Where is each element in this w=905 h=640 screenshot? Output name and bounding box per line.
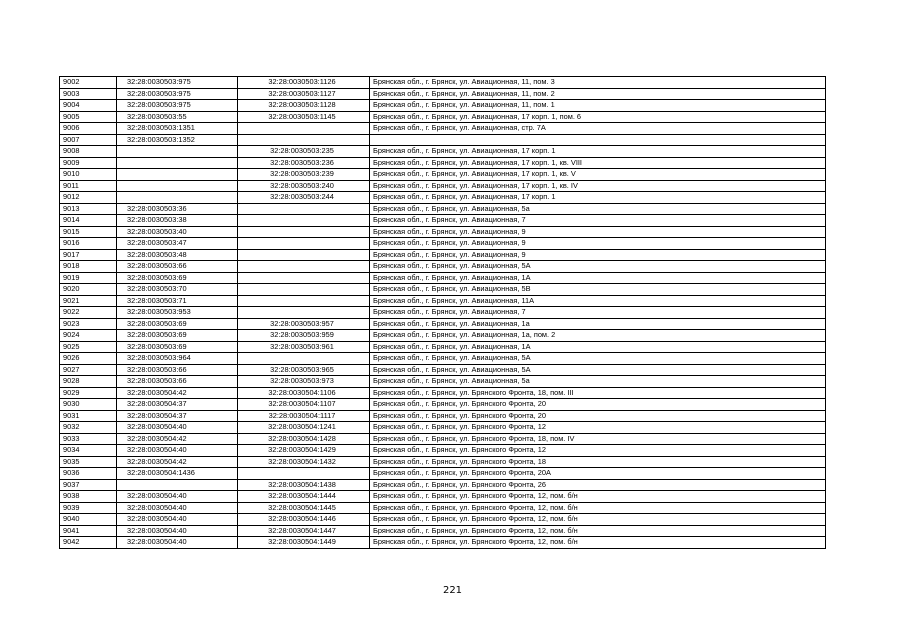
address-cell: Брянская обл., г. Брянск, ул. Авиационная, 5А [370,353,826,365]
address-cell: Брянская обл., г. Брянск, ул. Брянского Фронта, 12, пом. б/н [370,502,826,514]
row-number-cell: 9042 [60,537,117,549]
address-cell: Брянская обл., г. Брянск, ул. Брянского Фронта, 26 [370,479,826,491]
row-number-cell: 9030 [60,399,117,411]
land-cadastral-number-cell: 32:28:0030503:66 [117,261,238,273]
land-cadastral-number-cell: 32:28:0030503:69 [117,341,238,353]
row-number-cell: 9023 [60,318,117,330]
object-cadastral-number-cell: 32:28:0030503:957 [238,318,370,330]
table-row [60,433,826,445]
object-cadastral-number-cell: 32:28:0030503:973 [238,376,370,388]
land-cadastral-number-cell: 32:28:0030503:36 [117,203,238,215]
object-cadastral-number-cell: 32:28:0030503:1145 [238,111,370,123]
address-cell: Брянская обл., г. Брянск, ул. Авиационная, 17 корп. 1, пом. 6 [370,111,826,123]
address-cell: Брянская обл., г. Брянск, ул. Авиационная, 5а [370,376,826,388]
table-row [60,146,826,158]
table-row [60,111,826,123]
table-row [60,525,826,537]
address-cell: Брянская обл., г. Брянск, ул. Авиационная, 17 корп. 1, кв. VIII [370,157,826,169]
table-row [60,353,826,365]
address-cell: Брянская обл., г. Брянск, ул. Авиационная, 9 [370,226,826,238]
table-row [60,77,826,89]
land-cadastral-number-cell: 32:28:0030503:69 [117,272,238,284]
row-number-cell: 9017 [60,249,117,261]
address-cell [370,134,826,146]
land-cadastral-number-cell: 32:28:0030503:975 [117,100,238,112]
table-row [60,514,826,526]
address-cell: Брянская обл., г. Брянск, ул. Авиационная, 9 [370,249,826,261]
address-cell: Брянская обл., г. Брянск, ул. Брянского Фронта, 18 [370,456,826,468]
table-row [60,215,826,227]
table-row [60,272,826,284]
land-cadastral-number-cell: 32:28:0030503:66 [117,364,238,376]
land-cadastral-number-cell [117,479,238,491]
row-number-cell: 9037 [60,479,117,491]
land-cadastral-number-cell: 32:28:0030504:40 [117,491,238,503]
object-cadastral-number-cell: 32:28:0030504:1438 [238,479,370,491]
object-cadastral-number-cell: 32:28:0030504:1106 [238,387,370,399]
address-cell: Брянская обл., г. Брянск, ул. Брянского Фронта, 20 [370,410,826,422]
land-cadastral-number-cell: 32:28:0030503:55 [117,111,238,123]
row-number-cell: 9032 [60,422,117,434]
row-number-cell: 9010 [60,169,117,181]
object-cadastral-number-cell [238,353,370,365]
object-cadastral-number-cell: 32:28:0030504:1447 [238,525,370,537]
object-cadastral-number-cell: 32:28:0030503:1128 [238,100,370,112]
land-cadastral-number-cell: 32:28:0030504:42 [117,456,238,468]
address-cell: Брянская обл., г. Брянск, ул. Брянского Фронта, 18, пом. IV [370,433,826,445]
row-number-cell: 9031 [60,410,117,422]
land-cadastral-number-cell: 32:28:0030503:964 [117,353,238,365]
object-cadastral-number-cell: 32:28:0030503:236 [238,157,370,169]
page-number: 221 [442,585,463,596]
table-row [60,445,826,457]
object-cadastral-number-cell: 32:28:0030503:244 [238,192,370,204]
object-cadastral-number-cell: 32:28:0030504:1449 [238,537,370,549]
land-cadastral-number-cell: 32:28:0030504:1436 [117,468,238,480]
object-cadastral-number-cell: 32:28:0030503:1127 [238,88,370,100]
table-row [60,410,826,422]
table-row [60,295,826,307]
table-row [60,537,826,549]
land-cadastral-number-cell: 32:28:0030503:71 [117,295,238,307]
address-cell: Брянская обл., г. Брянск, ул. Авиационная, 5А [370,261,826,273]
row-number-cell: 9034 [60,445,117,457]
object-cadastral-number-cell: 32:28:0030504:1117 [238,410,370,422]
land-cadastral-number-cell [117,192,238,204]
address-cell: Брянская обл., г. Брянск, ул. Брянского Фронта, 20 [370,399,826,411]
object-cadastral-number-cell: 32:28:0030503:235 [238,146,370,158]
address-cell: Брянская обл., г. Брянск, ул. Авиационная, 17 корп. 1, кв. IV [370,180,826,192]
address-cell: Брянская обл., г. Брянск, ул. Авиационная, 17 корп. 1, кв. V [370,169,826,181]
table-row [60,387,826,399]
row-number-cell: 9040 [60,514,117,526]
object-cadastral-number-cell: 32:28:0030504:1445 [238,502,370,514]
table-row [60,341,826,353]
address-cell: Брянская обл., г. Брянск, ул. Авиационная, 1А [370,341,826,353]
land-cadastral-number-cell: 32:28:0030504:40 [117,514,238,526]
object-cadastral-number-cell: 32:28:0030503:959 [238,330,370,342]
land-cadastral-number-cell: 32:28:0030503:953 [117,307,238,319]
row-number-cell: 9027 [60,364,117,376]
land-cadastral-number-cell: 32:28:0030504:40 [117,525,238,537]
land-cadastral-number-cell: 32:28:0030504:40 [117,502,238,514]
address-cell: Брянская обл., г. Брянск, ул. Авиационная, 1а [370,318,826,330]
table-row [60,491,826,503]
table-body [60,77,826,549]
address-cell: Брянская обл., г. Брянск, ул. Авиационная, 11, пом. 2 [370,88,826,100]
row-number-cell: 9036 [60,468,117,480]
table-row [60,479,826,491]
row-number-cell: 9002 [60,77,117,89]
land-cadastral-number-cell: 32:28:0030503:47 [117,238,238,250]
land-cadastral-number-cell: 32:28:0030504:40 [117,422,238,434]
row-number-cell: 9028 [60,376,117,388]
land-cadastral-number-cell: 32:28:0030503:70 [117,284,238,296]
land-cadastral-number-cell: 32:28:0030503:975 [117,88,238,100]
land-cadastral-number-cell [117,146,238,158]
table-row [60,180,826,192]
row-number-cell: 9025 [60,341,117,353]
table-row [60,468,826,480]
land-cadastral-number-cell: 32:28:0030503:975 [117,77,238,89]
address-cell: Брянская обл., г. Брянск, ул. Авиационная, 5А [370,364,826,376]
table-row [60,502,826,514]
row-number-cell: 9029 [60,387,117,399]
table-row [60,330,826,342]
row-number-cell: 9015 [60,226,117,238]
address-cell: Брянская обл., г. Брянск, ул. Брянского Фронта, 18, пом. III [370,387,826,399]
row-number-cell: 9024 [60,330,117,342]
row-number-cell: 9035 [60,456,117,468]
table-row [60,192,826,204]
object-cadastral-number-cell [238,123,370,135]
object-cadastral-number-cell: 32:28:0030504:1444 [238,491,370,503]
land-cadastral-number-cell: 32:28:0030503:38 [117,215,238,227]
object-cadastral-number-cell: 32:28:0030504:1429 [238,445,370,457]
land-cadastral-number-cell: 32:28:0030503:66 [117,376,238,388]
address-cell: Брянская обл., г. Брянск, ул. Авиационная, 17 корп. 1 [370,146,826,158]
land-cadastral-number-cell: 32:28:0030504:42 [117,387,238,399]
row-number-cell: 9022 [60,307,117,319]
table-row [60,318,826,330]
address-cell: Брянская обл., г. Брянск, ул. Брянского Фронта, 12, пом. б/н [370,514,826,526]
object-cadastral-number-cell [238,284,370,296]
table-row [60,399,826,411]
table-row [60,100,826,112]
cadastral-table [59,76,826,549]
object-cadastral-number-cell [238,272,370,284]
table-row [60,88,826,100]
land-cadastral-number-cell: 32:28:0030504:37 [117,399,238,411]
row-number-cell: 9012 [60,192,117,204]
address-cell: Брянская обл., г. Брянск, ул. Авиационная, 11А [370,295,826,307]
table-row [60,456,826,468]
address-cell: Брянская обл., г. Брянск, ул. Авиационная, 5а [370,203,826,215]
address-cell: Брянская обл., г. Брянск, ул. Авиационная, 17 корп. 1 [370,192,826,204]
table-row [60,364,826,376]
address-cell: Брянская обл., г. Брянск, ул. Авиационная, стр. 7А [370,123,826,135]
object-cadastral-number-cell [238,226,370,238]
address-cell: Брянская обл., г. Брянск, ул. Авиационная, 1А [370,272,826,284]
object-cadastral-number-cell: 32:28:0030503:240 [238,180,370,192]
object-cadastral-number-cell: 32:28:0030504:1432 [238,456,370,468]
address-cell: Брянская обл., г. Брянск, ул. Брянского Фронта, 12, пом. б/н [370,537,826,549]
land-cadastral-number-cell [117,180,238,192]
row-number-cell: 9007 [60,134,117,146]
object-cadastral-number-cell: 32:28:0030504:1107 [238,399,370,411]
address-cell: Брянская обл., г. Брянск, ул. Брянского Фронта, 12 [370,422,826,434]
row-number-cell: 9041 [60,525,117,537]
row-number-cell: 9005 [60,111,117,123]
row-number-cell: 9016 [60,238,117,250]
table-row [60,376,826,388]
table-row [60,169,826,181]
row-number-cell: 9009 [60,157,117,169]
table-row [60,261,826,273]
row-number-cell: 9003 [60,88,117,100]
table-row [60,238,826,250]
row-number-cell: 9033 [60,433,117,445]
row-number-cell: 9004 [60,100,117,112]
row-number-cell: 9026 [60,353,117,365]
land-cadastral-number-cell: 32:28:0030503:1351 [117,123,238,135]
address-cell: Брянская обл., г. Брянск, ул. Авиационная, 11, пом. 3 [370,77,826,89]
row-number-cell: 9020 [60,284,117,296]
object-cadastral-number-cell [238,295,370,307]
land-cadastral-number-cell: 32:28:0030504:42 [117,433,238,445]
row-number-cell: 9021 [60,295,117,307]
row-number-cell: 9014 [60,215,117,227]
object-cadastral-number-cell: 32:28:0030503:1126 [238,77,370,89]
land-cadastral-number-cell: 32:28:0030503:40 [117,226,238,238]
row-number-cell: 9018 [60,261,117,273]
table-row [60,284,826,296]
table-row [60,307,826,319]
address-cell: Брянская обл., г. Брянск, ул. Авиационная, 1а, пом. 2 [370,330,826,342]
address-cell: Брянская обл., г. Брянск, ул. Авиационная, 9 [370,238,826,250]
address-cell: Брянская обл., г. Брянск, ул. Брянского Фронта, 20А [370,468,826,480]
object-cadastral-number-cell [238,238,370,250]
object-cadastral-number-cell [238,134,370,146]
land-cadastral-number-cell: 32:28:0030504:40 [117,445,238,457]
land-cadastral-number-cell: 32:28:0030503:69 [117,330,238,342]
row-number-cell: 9006 [60,123,117,135]
address-cell: Брянская обл., г. Брянск, ул. Брянского Фронта, 12, пом. б/н [370,525,826,537]
land-cadastral-number-cell [117,157,238,169]
object-cadastral-number-cell: 32:28:0030503:965 [238,364,370,376]
object-cadastral-number-cell: 32:28:0030503:239 [238,169,370,181]
object-cadastral-number-cell [238,261,370,273]
table-row [60,226,826,238]
address-cell: Брянская обл., г. Брянск, ул. Авиационная, 5В [370,284,826,296]
row-number-cell: 9038 [60,491,117,503]
object-cadastral-number-cell [238,307,370,319]
table-row [60,157,826,169]
address-cell: Брянская обл., г. Брянск, ул. Авиационная, 11, пом. 1 [370,100,826,112]
object-cadastral-number-cell [238,468,370,480]
address-cell: Брянская обл., г. Брянск, ул. Брянского Фронта, 12 [370,445,826,457]
object-cadastral-number-cell: 32:28:0030504:1446 [238,514,370,526]
address-cell: Брянская обл., г. Брянск, ул. Брянского Фронта, 12, пом. б/н [370,491,826,503]
object-cadastral-number-cell [238,203,370,215]
address-cell: Брянская обл., г. Брянск, ул. Авиационная, 7 [370,307,826,319]
table-row [60,134,826,146]
land-cadastral-number-cell: 32:28:0030504:37 [117,410,238,422]
land-cadastral-number-cell [117,169,238,181]
row-number-cell: 9019 [60,272,117,284]
land-cadastral-number-cell: 32:28:0030503:1352 [117,134,238,146]
land-cadastral-number-cell: 32:28:0030503:48 [117,249,238,261]
land-cadastral-number-cell: 32:28:0030504:40 [117,537,238,549]
table-row [60,123,826,135]
table-row [60,249,826,261]
object-cadastral-number-cell [238,249,370,261]
object-cadastral-number-cell: 32:28:0030504:1241 [238,422,370,434]
address-cell: Брянская обл., г. Брянск, ул. Авиационная, 7 [370,215,826,227]
land-cadastral-number-cell: 32:28:0030503:69 [117,318,238,330]
row-number-cell: 9011 [60,180,117,192]
row-number-cell: 9013 [60,203,117,215]
row-number-cell: 9008 [60,146,117,158]
object-cadastral-number-cell [238,215,370,227]
table-row [60,422,826,434]
table-row [60,203,826,215]
object-cadastral-number-cell: 32:28:0030504:1428 [238,433,370,445]
object-cadastral-number-cell: 32:28:0030503:961 [238,341,370,353]
row-number-cell: 9039 [60,502,117,514]
